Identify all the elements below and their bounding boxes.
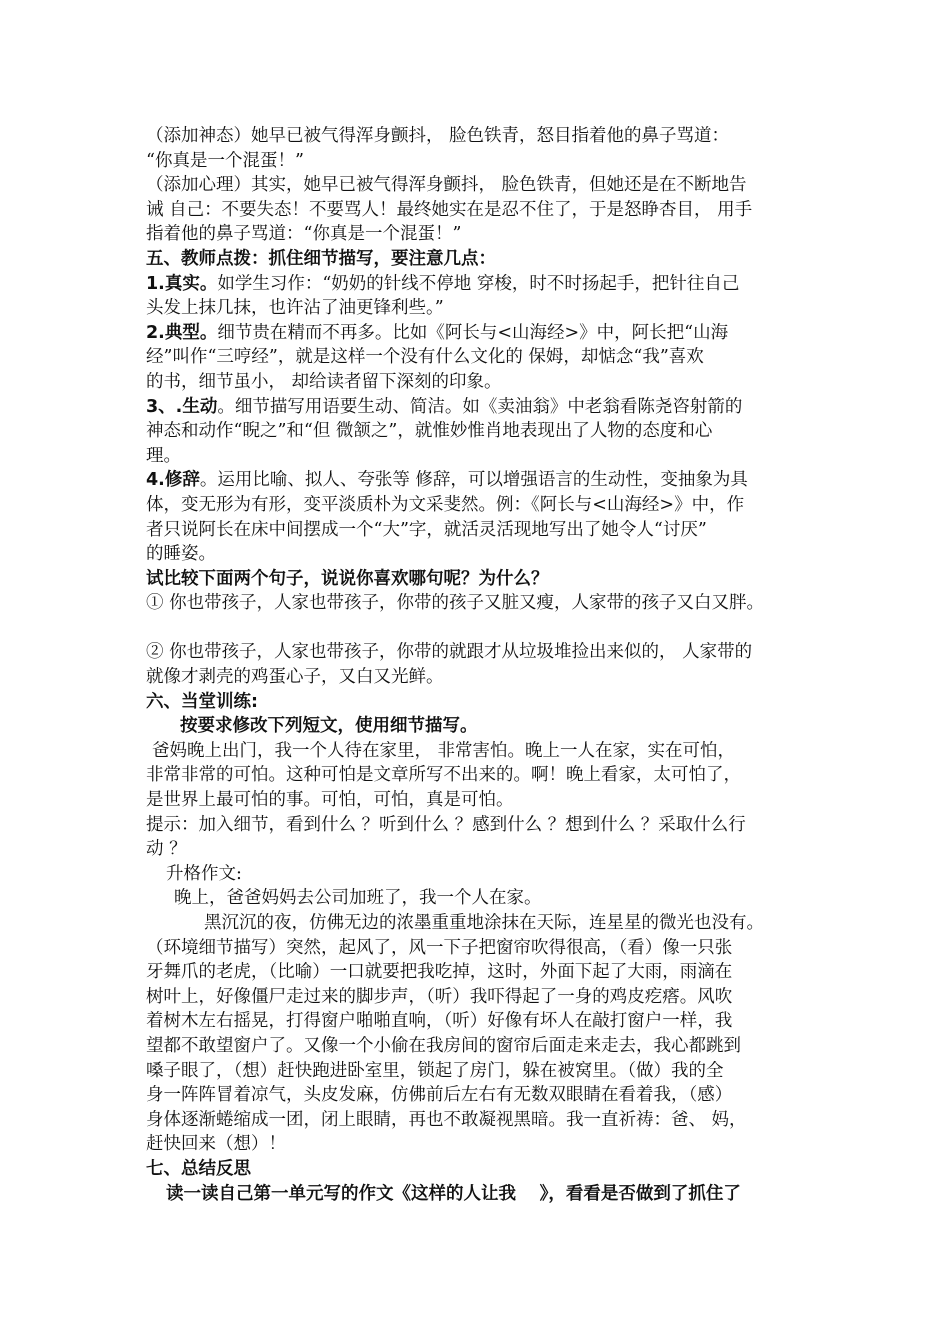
body-text: 。细节描写用语要生动、简洁。如《卖油翁》中老翁看陈尧咨射箭的 [217,396,743,417]
body-text: 者只说阿长在床中间摆成一个“大”字，就活灵活现地写出了她令人“讨厌” [146,519,707,540]
text-line [146,886,826,911]
body-text: 神态和动作“睨之”和“但 微颔之”，就惟妙惟肖地表现出了人物的态度和心 [146,421,713,442]
text-line [146,222,826,247]
bold-text: 试比较下面两个句子，说说你喜欢哪句呢？为什么？ [146,568,549,589]
bold-text: 1.真实。 [146,273,218,294]
text-line [146,1083,826,1108]
text-line [146,690,826,715]
bold-text: 按要求修改下列短文，使用细节描写。 [180,716,478,737]
body-text: 身体逐渐蜷缩成一团，闭上眼睛，再也不敢凝视黑暗。我一直祈祷：爸、 妈， [146,1109,747,1130]
body-text: 诫 自己：不要失态！不要骂人！最终她实在是忍不住了，于是怒睁杏目， 用手 [146,199,753,220]
body-text: 细节贵在精而不再多。比如《阿长与<山海经>》中，阿长把“山海 [217,322,729,343]
body-text: 牙舞爪的老虎，（比喻）一口就要把我吃掉，这时，外面下起了大雨，雨滴在 [146,962,733,983]
blank-line [146,616,826,641]
body-text: 是世界上最可怕的事。可怕，可怕，真是可怕。 [146,790,514,811]
bold-text: 六、当堂训练: [146,691,258,712]
text-line [146,124,826,149]
body-text: 望都不敢望窗户了。又像一个小偷在我房间的窗帘后面走来走去，我心都跳到 [146,1035,741,1056]
body-text: 的书，细节虽小， 却给读者留下深刻的印象。 [146,371,502,392]
bold-text: 3、.生动 [146,396,218,417]
body-text: （环境细节描写）突然，起风了，风一下子把窗帘吹得很高，（看）像一只张 [146,937,733,958]
text-line [146,960,826,985]
text-line [146,1157,826,1182]
text-line [146,345,826,370]
text-line [146,1034,826,1059]
text-line [146,296,826,321]
text-line [146,198,826,223]
text-line [146,1182,826,1207]
text-line [146,149,826,174]
text-line [146,173,826,198]
text-line [146,444,826,469]
text-line [146,936,826,961]
text-line [146,419,826,444]
text-line [146,1108,826,1133]
body-text: （添加神态）她早已被气得浑身颤抖， 脸色铁青，怒目指着他的鼻子骂道： [146,126,730,146]
text-line [146,911,826,936]
text-line [146,1059,826,1084]
bold-text: 2.典型。 [146,322,218,343]
text-line [146,714,826,739]
body-text: 经”叫作“三哼经”，就是这样一个没有什么文化的 保姆，却惦念“我”喜欢 [146,347,704,368]
text-line [146,395,826,420]
text-line [146,370,826,395]
text-line [146,813,826,838]
bold-text: 4.修辞 [146,470,200,491]
text-line [146,272,826,297]
body-text: 体，变无形为有形，变平淡质朴为文采斐然。例：《阿长与<山海经>》中，作 [146,494,745,515]
text-line [146,468,826,493]
body-text: 身一阵阵冒着凉气，头皮发麻，仿佛前后左右有无数双眼睛在看着我，（感） [146,1085,733,1106]
text-line [146,321,826,346]
body-text: 如学生习作：“奶奶的针线不停地 穿梭，时不时扬起手，把针往自己 [217,273,740,294]
text-line [146,493,826,518]
body-text: 嗓子眼了，（想）赶快跑进卧室里，锁起了房门，躲在被窝里。（做）我的全 [146,1060,724,1081]
body-text: ① 你也带孩子，人家也带孩子，你带的孩子又脏又瘦，人家带的孩子又白又胖。 [146,593,765,614]
text-line [146,862,826,887]
text-line [146,788,826,813]
body-text: 的睡姿。 [146,544,216,565]
body-text: 升格作文: [166,863,242,884]
text-line [146,542,826,567]
text-line [146,1132,826,1157]
document-page [146,124,826,1206]
body-text: 晚上，爸爸妈妈去公司加班了，我一个人在家。 [174,888,542,909]
text-line [146,665,826,690]
bold-text: 七、总结反思 [146,1158,251,1179]
text-line [146,640,826,665]
text-line [146,591,826,616]
body-text: （添加心理）其实，她早已被气得浑身颤抖， 脸色铁青，但她还是在不断地告 [146,175,747,196]
text-line [146,247,826,272]
body-text: 提示：加入细节，看到什么 ？听到什么 ？感到什么 ？想到什么 ？采取什么行 [146,814,746,835]
text-line [146,763,826,788]
body-text: 赶快回来（想）！ [146,1134,286,1155]
text-line [146,837,826,862]
text-line [146,985,826,1010]
body-text: 就像才剥壳的鸡蛋心子，又白又光鲜。 [146,667,444,688]
bold-text: 五、教师点拨：抓住细节描写，要注意几点： [146,248,496,269]
body-text: 爸妈晚上出门，我一个人待在家里， 非常害怕。晚上一人在家，实在可怕， [152,740,736,761]
body-text: 动 ？ [146,839,187,860]
body-text: 非常非常的可怕。这种可怕是文章所写不出来的。啊！晚上看家，太可怕了， [146,765,741,786]
body-text: 指着他的鼻子骂道：“你真是一个混蛋！” [146,224,462,245]
body-text: 着树木左右摇晃，打得窗户啪啪直响，（听）好像有坏人在敲打窗户一样，我 [146,1011,733,1032]
body-text: 黑沉沉的夜，仿佛无边的浓墨重重地涂抹在天际，连星星的微光也没有。 [204,913,764,933]
text-line [146,567,826,592]
text-line [146,1009,826,1034]
body-text: 理。 [146,445,181,466]
body-text: 。运用比喻、拟人、夸张等 修辞，可以增强语言的生动性，变抽象为具 [199,470,748,491]
body-text: ② 你也带孩子，人家也带孩子，你带的就跟才从垃圾堆捡出来似的， 人家带的 [146,642,753,663]
text-line [146,739,826,764]
bold-text: 读一读自己第一单元写的作文《这样的人让我 》，看看是否做到了抓住了 [166,1183,741,1204]
text-line [146,518,826,543]
body-text: 树叶上，好像僵尸走过来的脚步声，（听）我吓得起了一身的鸡皮疙瘩。风吹 [146,986,733,1007]
body-text: 头发上抹几抹，也许沾了油更锋利些。” [146,298,444,319]
body-text: “你真是一个混蛋！” [146,150,304,171]
